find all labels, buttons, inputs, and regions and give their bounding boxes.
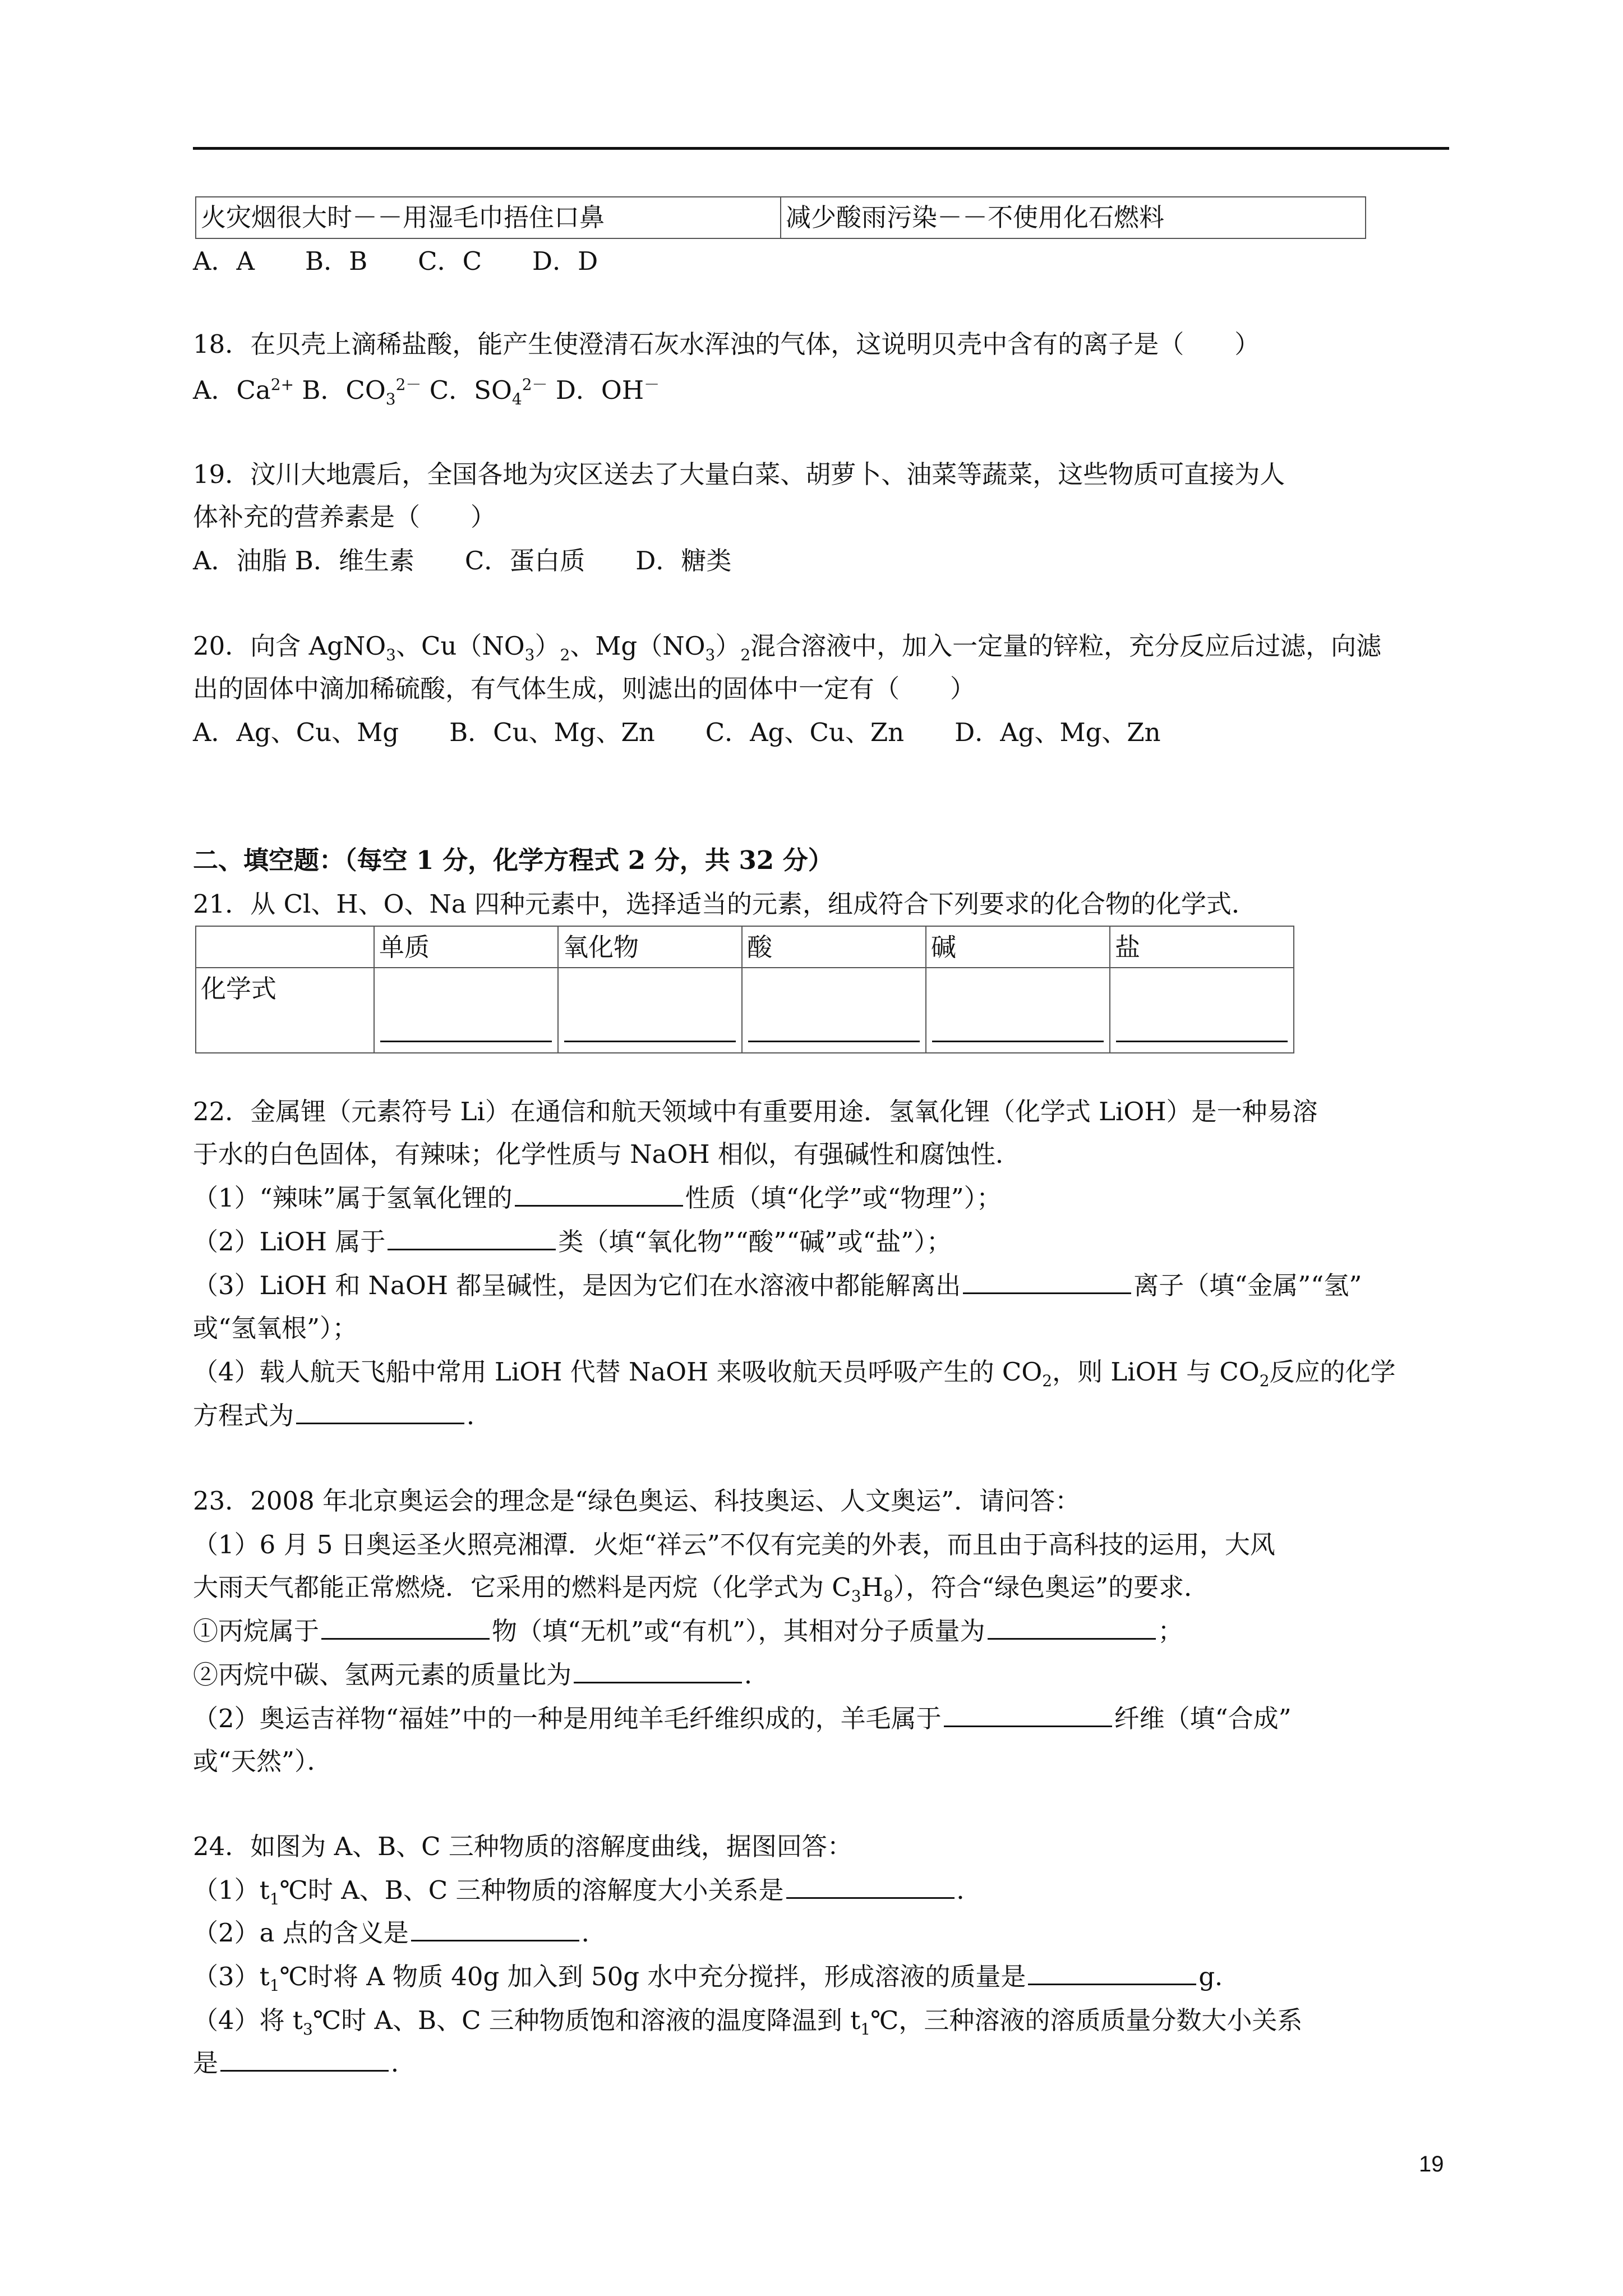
q23-item2 — [193, 1658, 769, 1692]
q20-sub: 2 — [740, 646, 751, 664]
q24-text: ℃时 A、B、C 三种物质饱和溶液的温度降温到 t — [312, 2005, 861, 2035]
top-table-right-cell: 减少酸雨污染－－不使用化石燃料 — [781, 197, 1366, 238]
q22-sub4-cont — [193, 1399, 492, 1433]
q21-header-oxide: 氧化物 — [558, 926, 742, 968]
q23-text: （2）奥运吉祥物“福娃”中的一种是用纯羊毛纤维织成的，羊毛属于 — [193, 1704, 942, 1733]
q22-sub2 — [193, 1225, 952, 1259]
q20-part: 、Cu（NO — [395, 631, 525, 661]
q23-text: ． — [744, 1660, 770, 1690]
answer-blank[interactable] — [988, 1616, 1156, 1640]
q22-sub4-sub: 2 — [1042, 1372, 1053, 1390]
q18-options — [193, 374, 660, 407]
q24-text: ℃时 A、B、C 三种物质的溶解度大小关系是 — [279, 1875, 784, 1905]
q23-sub: 8 — [883, 1587, 893, 1605]
q21-table — [195, 926, 1294, 1053]
answer-blank — [1116, 1041, 1288, 1042]
q21-header-salt: 盐 — [1110, 926, 1294, 968]
q22-sub3-text: 离子（填“金属”“氢” — [1133, 1271, 1362, 1300]
q19-options: A．油脂 B．维生素 C．蛋白质 D．糖类 — [193, 546, 732, 576]
answer-blank[interactable] — [220, 2047, 389, 2072]
q22-sub3-text: （3）LiOH 和 NaOH 都呈碱性，是因为它们在水溶液中都能解离出 — [193, 1271, 961, 1300]
q23-sub: 3 — [851, 1587, 861, 1605]
q20-part: ） — [534, 631, 560, 661]
q22-stem-line2: 于水的白色固体，有辣味；化学性质与 NaOH 相似，有强碱性和腐蚀性． — [193, 1139, 1021, 1169]
q22-sub3-cont: 或“氢氧根”）； — [193, 1313, 358, 1343]
q19-stem-line1: 19．汶川大地震后，全国各地为灾区送去了大量白菜、胡萝卜、油菜等蔬菜，这些物质可直接为人 — [193, 459, 1285, 489]
q18-option-b-sub: 3 — [385, 390, 396, 408]
answer-blank[interactable] — [321, 1616, 490, 1640]
q24-text: （4）将 t — [193, 2005, 303, 2035]
q21-header-base: 碱 — [926, 926, 1110, 968]
answer-blank[interactable] — [388, 1226, 556, 1250]
q22-sub4-text: 方程式为 — [193, 1401, 294, 1430]
q21-answer-element[interactable] — [374, 968, 558, 1053]
q23-part1-line1: （1）6 月 5 日奥运圣火照亮湘潭．火炬“祥云”不仅有完美的外表，而且由于高科技的运用，大风 — [193, 1530, 1275, 1559]
q24-sub2 — [193, 1916, 607, 1950]
q23-part2 — [193, 1702, 1292, 1736]
q24-text: ． — [956, 1875, 982, 1905]
q18-option-a-sup: 2+ — [270, 375, 294, 394]
q24-text: 是 — [193, 2048, 219, 2078]
q22-sub3 — [193, 1269, 1362, 1303]
q24-text: ． — [581, 1918, 607, 1948]
q18-option-b-sup: 2－ — [395, 375, 422, 394]
q24-sub3 — [193, 1960, 1240, 1994]
page-number: 19 — [1419, 2152, 1444, 2177]
q24-stem: 24．如图为 A、B、C 三种物质的溶解度曲线，据图回答： — [193, 1832, 852, 1861]
q21-header-acid: 酸 — [742, 926, 926, 968]
q22-sub4-text: ，则 LiOH 与 CO — [1052, 1357, 1260, 1387]
answer-blank — [748, 1041, 920, 1042]
q23-stem: 23．2008 年北京奥运会的理念是“绿色奥运、科技奥运、人文奥运”．请问答： — [193, 1486, 1081, 1516]
q21-answer-acid[interactable] — [742, 968, 926, 1053]
q23-text: 物（填“无机”或“有机”），其相对分子质量为 — [492, 1616, 985, 1646]
q18-option-b: B．CO — [294, 375, 386, 405]
q24-text: （1）t — [193, 1875, 270, 1905]
q22-sub4-text: 反应的化学 — [1269, 1357, 1396, 1387]
q21-row-label: 化学式 — [196, 968, 374, 1053]
q20-sub: 3 — [524, 646, 535, 664]
q21-header-element: 单质 — [374, 926, 558, 968]
q23-item1 — [193, 1614, 1183, 1648]
q20-sub: 3 — [705, 646, 716, 664]
answer-blank — [564, 1041, 736, 1042]
q19-stem-line2: 体补充的营养素是（ ） — [193, 502, 496, 532]
q23-part1-line2 — [193, 1571, 1209, 1604]
q23-text: 大雨天气都能正常燃烧．它采用的燃料是丙烷（化学式为 C — [193, 1572, 851, 1602]
answer-blank[interactable] — [963, 1270, 1131, 1294]
q23-text: H — [861, 1572, 883, 1602]
q24-sub4-cont — [193, 2046, 416, 2080]
q24-sub: 1 — [269, 1890, 280, 1908]
q22-sub1 — [193, 1181, 1002, 1215]
q21-stem: 21．从 Cl、H、O、Na 四种元素中，选择适当的元素，组成符合下列要求的化合物的化学式． — [193, 889, 1257, 919]
q17-options: A．A B．B C．C D．D — [193, 246, 598, 276]
q20-stem-line1 — [193, 629, 1381, 663]
q22-sub4-sub: 2 — [1259, 1372, 1270, 1390]
q24-sub: 3 — [303, 2020, 313, 2039]
q23-text: 纤维（填“合成” — [1114, 1704, 1292, 1733]
q23-text: ②丙烷中碳、氢两元素的质量比为 — [193, 1660, 572, 1690]
q24-sub: 1 — [269, 1976, 280, 1995]
q22-sub4-text: （4）载人航天飞船中常用 LiOH 代替 NaOH 来吸收航天员呼吸产生的 CO — [193, 1357, 1043, 1387]
answer-blank[interactable] — [1028, 1961, 1196, 1985]
q18-option-c-sup: 2－ — [522, 375, 548, 394]
answer-blank[interactable] — [944, 1703, 1112, 1727]
q23-part2-cont: 或“天然”）． — [193, 1746, 333, 1776]
q23-text: ①丙烷属于 — [193, 1616, 320, 1646]
q21-header-blank — [196, 926, 374, 968]
section2-heading: 二、填空题：（每空 1 分，化学方程式 2 分，共 32 分） — [193, 845, 833, 875]
q18-option-a: A．Ca — [193, 375, 271, 405]
q24-text: g． — [1198, 1962, 1241, 1991]
answer-blank — [932, 1041, 1104, 1042]
q24-text: （3）t — [193, 1962, 270, 1991]
q20-sub: 3 — [386, 646, 396, 664]
q22-sub1-text: （1）“辣味”属于氢氧化锂的 — [193, 1183, 513, 1213]
q22-sub2-text: 类（填“氧化物”“酸”“碱”或“盐”）； — [558, 1227, 952, 1257]
q21-answer-base[interactable] — [926, 968, 1110, 1053]
q18-option-d-sup: － — [644, 375, 660, 394]
q24-text: ． — [391, 2048, 417, 2078]
top-options-table — [195, 196, 1366, 239]
top-table-left-cell: 火灾烟很大时－－用湿毛巾捂住口鼻 — [196, 197, 781, 238]
q20-stem-line2: 出的固体中滴加稀硫酸，有气体生成，则滤出的固体中一定有（ ） — [193, 674, 976, 703]
answer-blank[interactable] — [786, 1875, 955, 1899]
answer-blank[interactable] — [296, 1400, 464, 1424]
q24-sub: 1 — [860, 2020, 871, 2039]
q22-stem-line1: 22．金属锂（元素符号 Li）在通信和航天领域中有重要用途．氢氧化锂（化学式 LiOH）是一种易溶 — [193, 1097, 1318, 1126]
q18-stem: 18．在贝壳上滴稀盐酸，能产生使澄清石灰水浑浊的气体，这说明贝壳中含有的离子是（ ） — [193, 329, 1260, 359]
q24-text: （2）a 点的含义是 — [193, 1918, 409, 1948]
q20-part: 混合溶液中，加入一定量的锌粒，充分反应后过滤，向滤 — [750, 631, 1382, 661]
q24-text: ℃时将 A 物质 40g 加入到 50g 水中充分搅拌，形成溶液的质量是 — [279, 1962, 1026, 1991]
q20-sub: 2 — [560, 646, 570, 664]
q24-sub4 — [193, 2004, 1302, 2037]
q22-sub4-text: ． — [467, 1401, 492, 1430]
q23-text: ； — [1158, 1616, 1183, 1646]
q24-text: ℃，三种溶液的溶质质量分数大小关系 — [870, 2005, 1303, 2035]
header-rule — [193, 147, 1449, 150]
q21-answer-oxide[interactable] — [558, 968, 742, 1053]
q18-option-c-sub: 4 — [511, 390, 522, 408]
q18-option-d: D．OH — [555, 375, 644, 405]
answer-blank[interactable] — [411, 1917, 579, 1941]
q20-part: 、Mg（NO — [570, 631, 706, 661]
answer-blank[interactable] — [515, 1182, 683, 1207]
q24-sub1 — [193, 1874, 982, 1907]
answer-blank — [380, 1041, 552, 1042]
q22-sub2-text: （2）LiOH 属于 — [193, 1227, 386, 1257]
q18-option-c: C．SO — [429, 375, 512, 405]
q22-sub4 — [193, 1355, 1396, 1389]
q21-answer-salt[interactable] — [1110, 968, 1294, 1053]
answer-blank[interactable] — [574, 1659, 742, 1683]
q20-part: ） — [715, 631, 741, 661]
q23-text: ），符合“绿色奥运”的要求． — [893, 1572, 1210, 1602]
q22-sub1-text: 性质（填“化学”或“物理”）； — [685, 1183, 1002, 1213]
q20-options: A．Ag、Cu、Mg B．Cu、Mg、Zn C．Ag、Cu、Zn D．Ag、Mg、Zn — [193, 717, 1161, 747]
q20-part: 20．向含 AgNO — [193, 631, 386, 661]
